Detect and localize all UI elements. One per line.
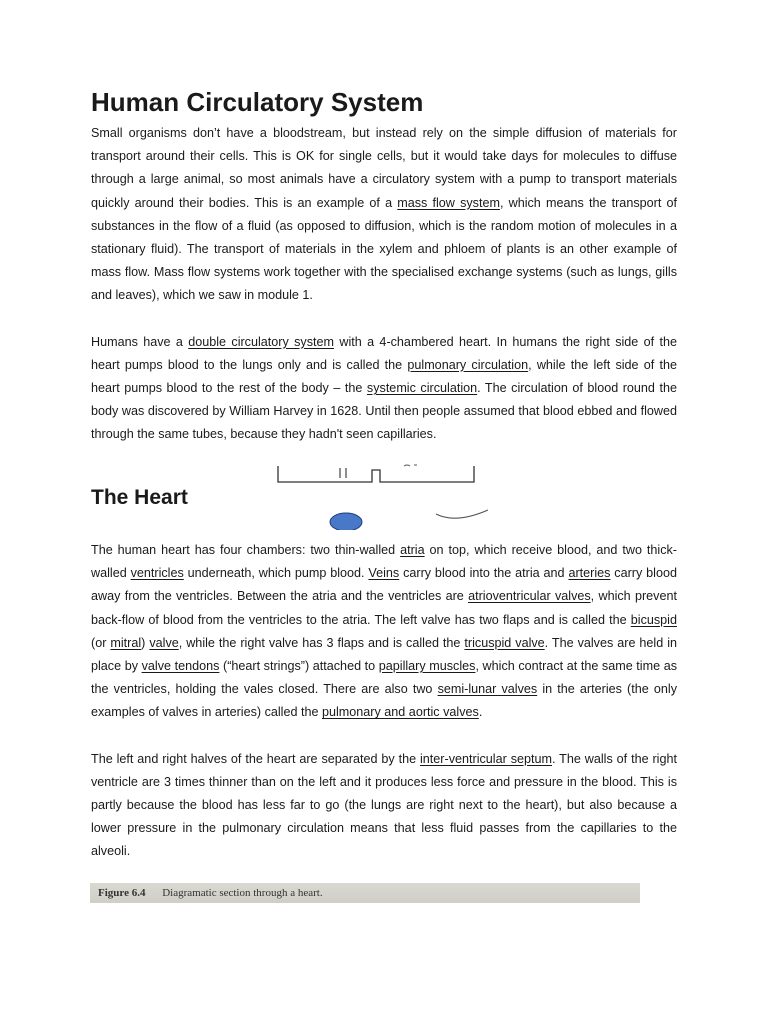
key-term: bicuspid (630, 612, 677, 627)
text-run: Humans have a (91, 334, 189, 349)
text-run: ) (141, 635, 150, 650)
key-term: valve (149, 635, 179, 650)
text-run: , which contract at the same time as the ventricles, holding the vales closed. There are also two (91, 659, 677, 697)
text-run: on top, which receive blood, and two thick-walled (91, 543, 677, 581)
figure-caption: Diagramatic section through a heart. (162, 887, 323, 899)
text-run: carry blood into the atria and (399, 566, 569, 581)
key-term: arteries (568, 566, 611, 581)
text-run: with a 4-chambered heart. In humans the right side of the heart pumps blood to the lungs only and is called the (91, 334, 677, 372)
heart-chambers-paragraph (91, 539, 677, 725)
text-run: Small organisms don’t have a bloodstream, but instead rely on the simple diffusion of materials for transport around their cells. This is OK for single cells, but it would take days for molecules to diffuse through a large animal, so most animals have a circulatory system with a pump to transport materials quickly around their bodies. This is an example of a (91, 126, 677, 210)
text-run: . The walls of the right ventricle are 3 times thinner than on the left and it produces less force and pressure in the blood. This is partly because the blood has less far to go (the lungs are right next to the heart), but also because a lower pressure in the pulmonary circulation means that less fluid passes from the capillaries to the alveoli. (91, 751, 677, 859)
key-term: pulmonary and aortic valves (322, 705, 479, 720)
text-run: underneath, which pump blood. (183, 566, 369, 581)
key-term: atria (400, 543, 425, 557)
key-term: ventricles (130, 566, 184, 581)
text-run: (or (91, 635, 111, 650)
key-term: mass flow system (397, 195, 500, 210)
intro-paragraph (91, 122, 677, 308)
double-circulation-paragraph (91, 331, 677, 447)
text-run: in the arteries (the only examples of valves in arteries) called the (91, 682, 677, 720)
text-run: , which prevent back-flow of blood from the ventricles to the atria. The left valve has two flaps and is called the (91, 589, 677, 627)
text-run: , which means the transport of substances in the flow of a fluid (as opposed to diffusion, which is the random motion of molecules in a stationary fluid). The transport of materials in the xylem and phloem of plants is an other example of mass flow. Mass flow systems work together with the specialised exchange systems (such as lungs, gills and leaves), which we saw in module 1. (91, 195, 677, 303)
text-run: , while the left side of the heart pumps blood to the rest of the body – the (91, 357, 677, 396)
text-run: . The valves are held in place by (91, 635, 677, 674)
text-run: The left and right halves of the heart are separated by the (91, 751, 420, 766)
text-run: The human heart has four chambers: two thin-walled (91, 543, 401, 557)
key-term: papillary muscles (378, 659, 476, 674)
key-term: mitral (110, 635, 142, 650)
figure-label: Figure 6.4 (98, 887, 146, 899)
key-term: pulmonary circulation (407, 357, 529, 372)
heart-diagram-mark (340, 468, 346, 478)
key-term: valve tendons (141, 659, 220, 674)
key-term: atrioventricular valves (468, 589, 591, 604)
septum-paragraph (91, 748, 677, 864)
key-term: inter-ventricular septum (420, 751, 552, 766)
key-term: double circulatory system (188, 334, 335, 349)
text-run: (“heart strings”) attached to (219, 659, 379, 674)
heart-section (91, 484, 677, 864)
key-term: systemic circulation (366, 381, 478, 396)
text-run: . (478, 705, 483, 720)
heart-diagram-mark (404, 465, 417, 466)
heart-diagram-outline (278, 466, 474, 482)
key-term: semi-lunar valves (437, 682, 538, 697)
key-term: Veins (368, 566, 400, 581)
text-run: carry blood away from the ventricles. Between the atria and the ventricles are (91, 566, 677, 604)
text-run: , while the right valve has 3 flaps and is called the (178, 635, 465, 650)
document-body (91, 86, 677, 447)
figure-caption-strip (90, 883, 640, 903)
page-title: Human Circulatory System (91, 87, 424, 117)
key-term: tricuspid valve (464, 635, 545, 650)
text-run: . The circulation of blood round the body was discovered by William Harvey in 1628. Until then people assumed that blood ebbed and flowed through the same tubes, because they hadn't seen capillaries. (91, 381, 677, 442)
section-heading-heart: The Heart (91, 486, 188, 509)
